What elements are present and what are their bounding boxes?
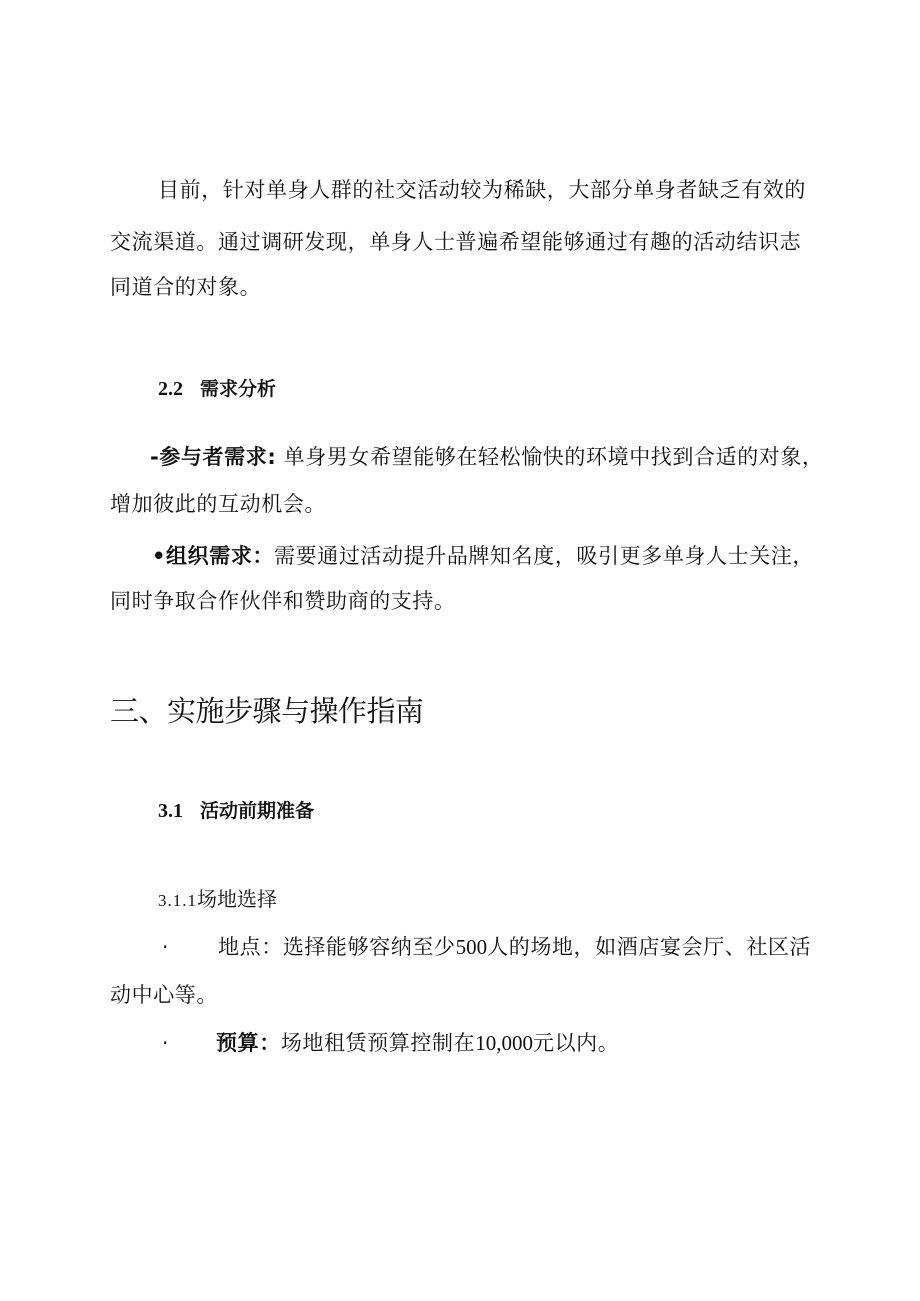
location-text-a: 选择能够容纳至少 — [282, 935, 456, 959]
participant-needs-label: -参与者需求: — [150, 445, 277, 469]
intro-line-3: 同道合的对象。 — [110, 275, 262, 299]
intro-line-2: 交流渠道。通过调研发现，单身人士普遍希望能够通过有趣的活动结识志 — [110, 230, 802, 254]
location-line-1 — [218, 933, 811, 961]
location-number: 500 — [455, 935, 488, 959]
bullet-dot-budget: · — [162, 1031, 169, 1055]
participant-needs-line-1 — [150, 443, 824, 471]
budget-line — [216, 1029, 619, 1057]
section-3-1-heading — [158, 797, 314, 825]
section-3-1-1-heading — [158, 885, 277, 915]
intro-line-1: 目前，针对单身人群的社交活动较为稀缺，大部分单身者缺乏有效的 — [158, 178, 806, 202]
section-3-1-number: 3.1 — [158, 800, 183, 822]
section-3-1-1-title: 场地选择 — [197, 887, 277, 911]
org-needs-text-1: 需要通过活动提升品牌知名度，吸引更多单身人士关注， — [274, 544, 815, 568]
budget-number: 10,000 — [475, 1031, 533, 1055]
section-3-1-1-number: 3.1.1 — [158, 891, 197, 910]
participant-needs-line-2: 增加彼此的互动机会。 — [110, 492, 326, 516]
org-needs-label: •组织需求： — [152, 544, 275, 568]
section-2-2-heading — [158, 375, 276, 403]
location-line-2: 动中心等。 — [110, 983, 218, 1007]
budget-text-b: 元以内。 — [532, 1031, 620, 1055]
org-needs-line-1 — [152, 542, 814, 570]
participant-needs-text-1: 单身男女希望能够在轻松愉快的环境中找到合适的对象， — [283, 445, 824, 469]
budget-text-a: 场地租赁预算控制在 — [280, 1031, 476, 1055]
budget-label: 预算： — [216, 1031, 281, 1055]
location-label: 地点： — [218, 935, 283, 959]
section-2-2-number: 2.2 — [158, 378, 183, 400]
bullet-dot-location: · — [162, 935, 169, 959]
location-text-b: 人的场地，如酒店宴会厅、社区活 — [487, 935, 812, 959]
org-needs-line-2: 同时争取合作伙伴和赞助商的支持。 — [110, 589, 456, 613]
chapter-3-heading: 三、实施步骤与操作指南 — [110, 694, 424, 728]
section-3-1-title: 活动前期准备 — [200, 800, 315, 822]
section-2-2-title: 需求分析 — [200, 378, 277, 400]
